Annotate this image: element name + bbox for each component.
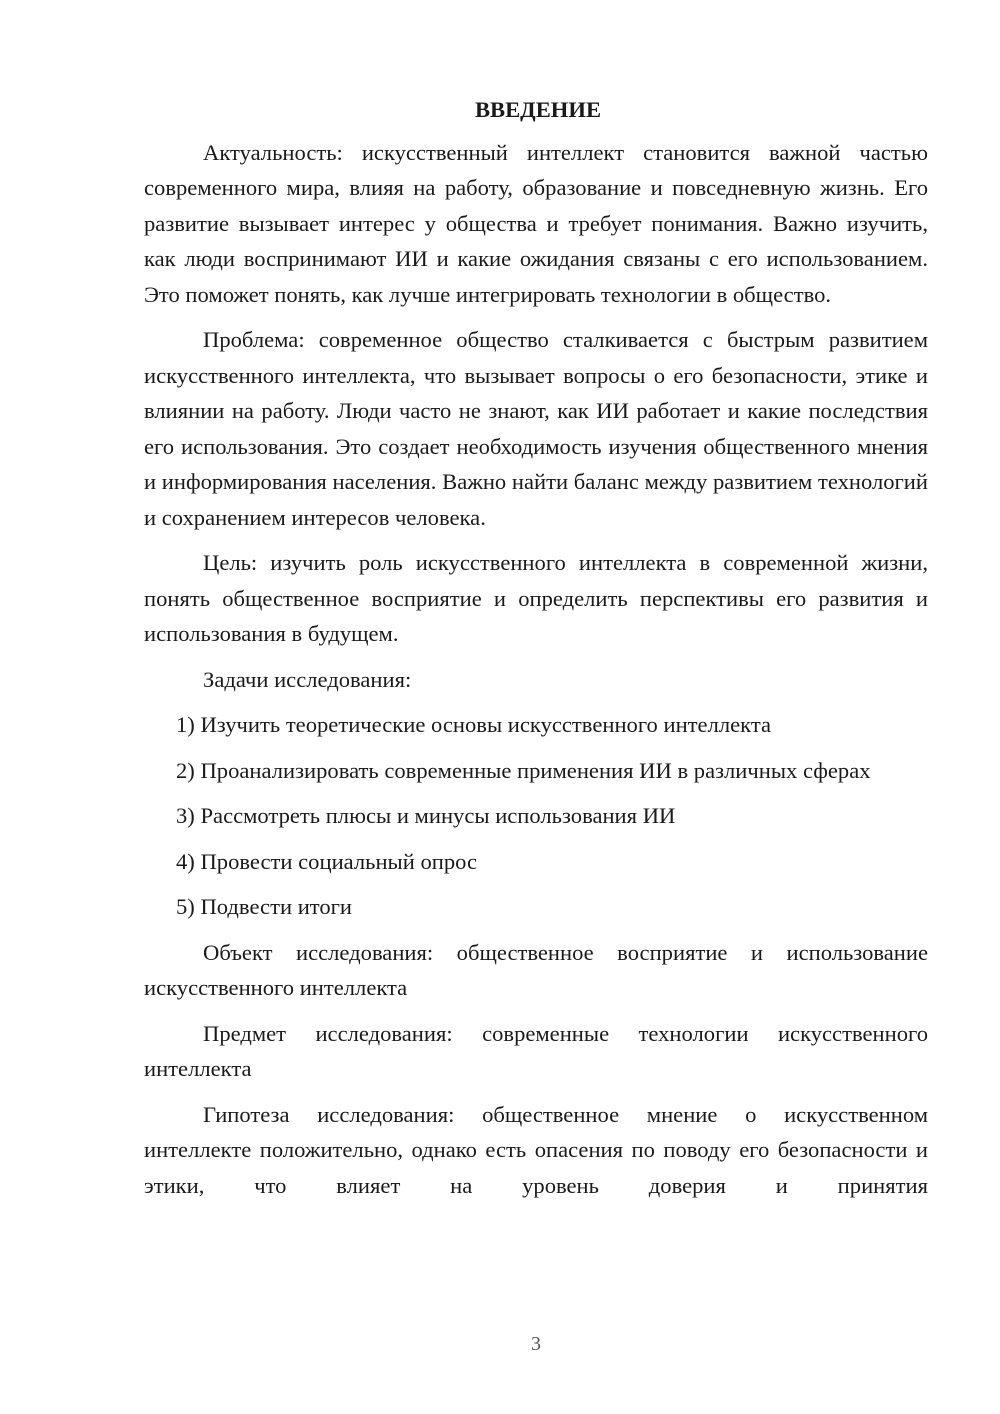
relevance-paragraph: Актуальность: искусственный интеллект становится важной частью современного мира, влияя на работу, образование и повседневную жизнь. Его развитие вызывает интерес у общества и требует понимания. Важно изучить, как люди воспринимают ИИ и какие ожидания связаны с его использованием. Это поможет понять, как лучше интегрировать технологии в общество.: [144, 139, 928, 307]
task-item-5: 5) Подвести итоги: [176, 894, 353, 919]
page-body: [144, 92, 928, 1213]
page-title: ВВЕДЕНИЕ: [474, 97, 602, 122]
problem-paragraph: Проблема: современное общество сталкивается с быстрым развитием искусственного интеллекта, что вызывает вопросы о его безопасности, этике и влиянии на работу. Люди часто не знают, как ИИ работает и какие последствия его использования. Это создает необходимость изучения общественного мнения и информирования населения. Важно найти баланс между развитием технологий и сохранением интересов человека.: [144, 327, 928, 530]
task-item-3: 3) Рассмотреть плюсы и минусы использования ИИ: [176, 803, 676, 828]
task-item-2: 2) Проанализировать современные применения ИИ в различных сферах: [176, 757, 871, 783]
page-number: 3: [531, 1333, 541, 1355]
object-paragraph: Объект исследования: общественное восприятие и использование искусственного интеллекта: [144, 939, 928, 1000]
task-item-4: 4) Провести социальный опрос: [176, 848, 478, 874]
subject-paragraph: Предмет исследования: современные технологии искусственного интеллекта: [144, 1020, 928, 1081]
tasks-title: Задачи исследования:: [203, 666, 412, 692]
task-item-1: 1) Изучить теоретические основы искусственного интеллекта: [176, 712, 772, 737]
goal-paragraph: Цель: изучить роль искусственного интеллекта в современной жизни, понять общественное восприятие и определить перспективы его развития и использования в будущем.: [144, 550, 928, 646]
tasks-list: [144, 707, 928, 925]
hypothesis-paragraph: Гипотеза исследования: общественное мнение о искусственном интеллекте положительно, однако есть опасения по поводу его безопасности и этики, что влияет на уровень доверия и принятия: [144, 1101, 928, 1198]
